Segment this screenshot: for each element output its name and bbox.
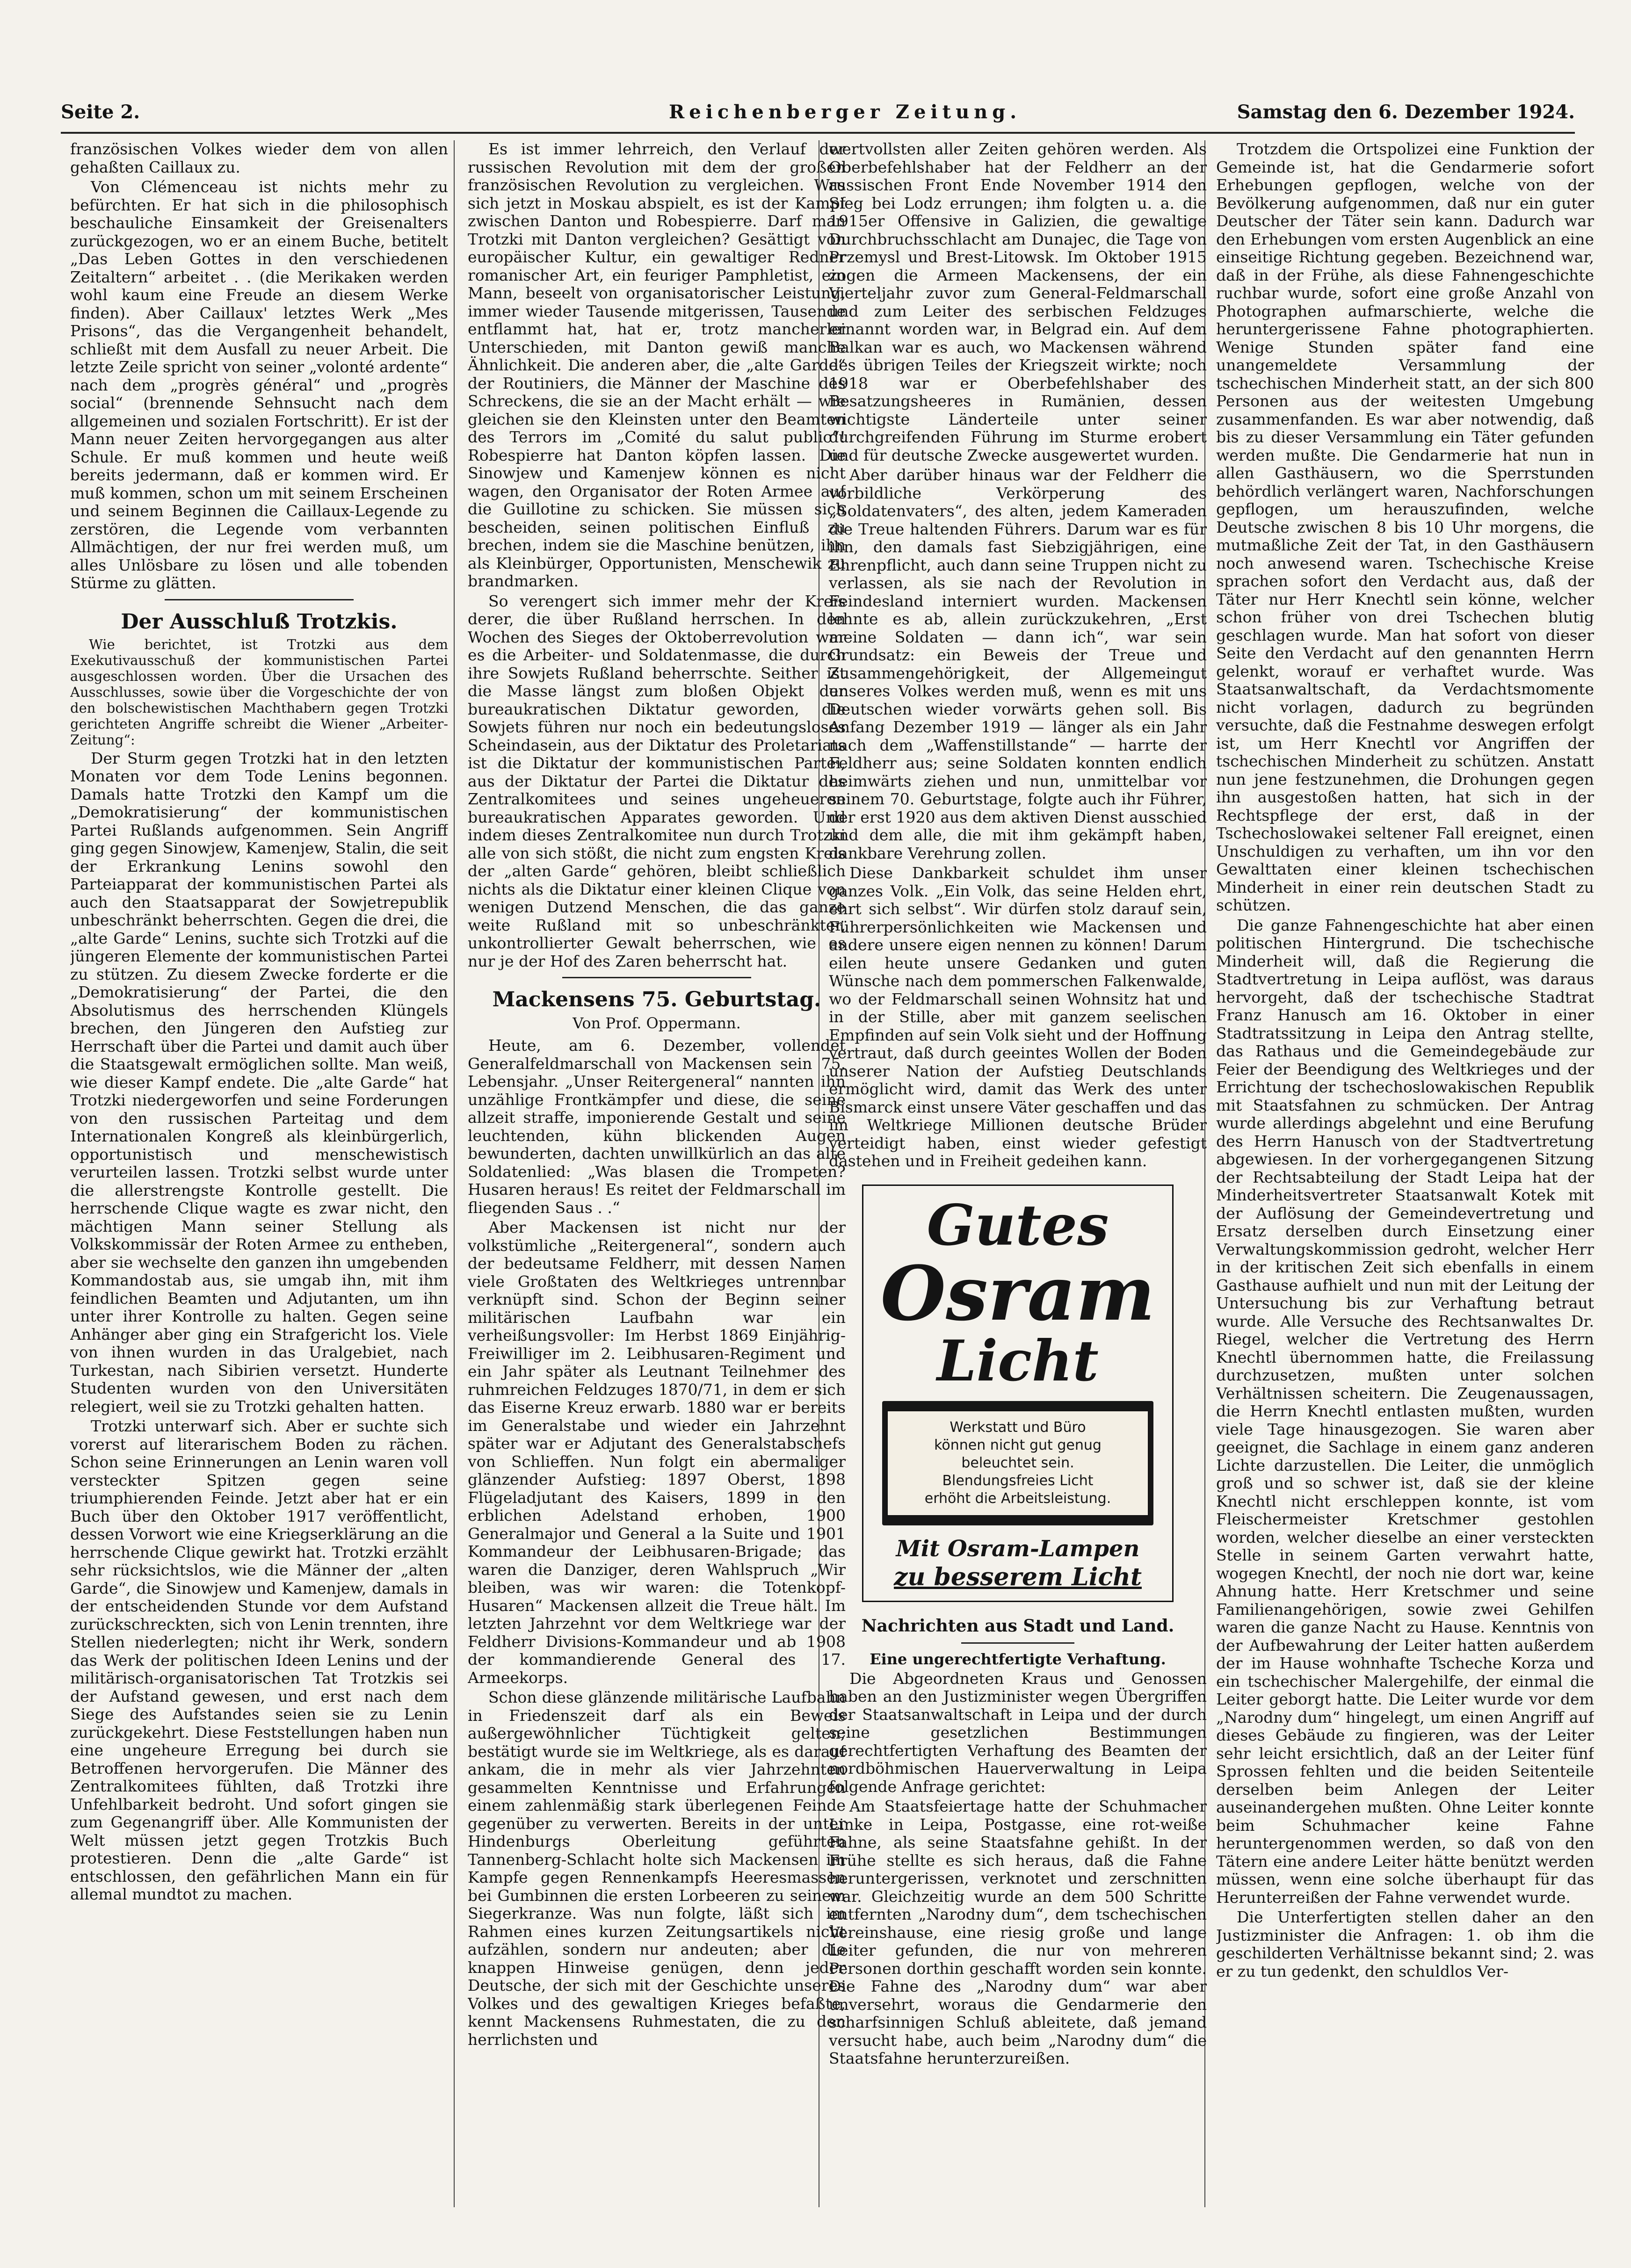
ad-text-line: beleuchtet sein. — [961, 1454, 1074, 1471]
header-divider — [61, 132, 1575, 134]
paragraph: Trotzki unterwarf sich. Aber er suchte sich vorerst auf literarischem Boden zu rächen. Schon seine Erinnerungen an Lenin waren voll versteckter Spitzen gegen seine triumphierenden Feinde. Jetzt aber hat er ein Buch über den Oktober 1917 veröffentlicht, dessen Vorwort wie eine Kriegserklärung an die herrschende Clique gewirkt hat. Trotzki erzählt sehr rücksichtslos, wie die Männer der „alten Garde“, die Sinowjew und Kamenjew, damals in der entscheidenden Stunde vor dem Aufstand zurückschreckten, sich von Lenin trennten, ihre Stellen niederlegten; nicht ihr Werk, sondern das Werk der politischen Ideen Lenins und der militärisch-organisatorischen Tat Trotzkis sei der Aufstand gewesen, und erst nach dem Siege des Aufstandes seien sie zu Lenin zurückgekehrt. Diese Feststellungen haben nun eine ungeheure Erregung bei durch sie Betroffenen hervorgerufen. Die Männer des Zentralkomitees fühlten, daß Trotzki ihre Unfehlbarkeit bedroht. Und sofort gingen sie zum Gegenangriff über. Alle Kommunisten der Welt müssen jetzt gegen Trotzkis Buch protestieren. Denn die „alte Garde“ ist entschlossen, den gefährlichen Mann ein für allemal mundtot zu machen. — [70, 1417, 448, 1903]
ad-text-line: Blendungsfreies Licht — [942, 1472, 1094, 1489]
column-1 — [70, 140, 448, 2207]
ad-text-line: können nicht gut genug — [934, 1437, 1102, 1453]
paragraph: So verengert sich immer mehr der Kreis derer, die über Rußland herrschen. In den Wochen des Sieges der Oktoberrevolution war es die Arbeiter- und Soldatenmasse, die durch ihre Sowjets Rußland beherrschte. Seither ist die Masse längst zum bloßen Objekt der bureaukratischen Diktatur geworden, die Sowjets führen nur noch ein bedeutungsloses Scheindasein, aus der Diktatur des Proletariats ist die Diktatur der kommunistischen Partei, aus der Diktatur der Partei die Diktatur des Zentralkomitees und seines ungeheueren bureaukratischen Apparates geworden. Und indem dieses Zentralkomitee nun durch Trotzki alle von sich stößt, die nicht zum engsten Kreis der „alten Garde“ gehören, bleibt schließlich nichts als die Diktatur einer kleinen Clique von wenigen Dutzend Menschen, die das ganze weite Rußland mit so unbeschränkter, unkontrollierter Gewalt beherrschen, wie es nur je der Hof des Zaren beherrscht hat. — [468, 592, 846, 970]
section-heading-local-news: Nachrichten aus Stadt und Land. — [861, 1616, 1174, 1636]
paragraph: Aber darüber hinaus war der Feldherr die vorbildliche Verkörperung des „Soldatenvaters“, des alten, jedem Kameraden die Treue haltenden Führers. Darum war es für ihn, den damals fast Siebzigjährigen, eine Ehrenpflicht, auch dann seine Truppen nicht zu verlassen, als sie nach der Revolution in Feindesland interniert wurden. Mackensen lehnte es ab, allein zurückzukehren, „Erst meine Soldaten — dann ich“, war sein Grundsatz: ein Beweis der Treue und Zusammengehörigkeit, der Allgemeingut unseres Volkes werden muß, wenn es mit uns Deutschen wieder vorwärts gehen soll. Bis Anfang Dezember 1919 — länger als ein Jahr nach dem „Waffenstillstande“ — harrte der Feldherr aus; seine Soldaten konnten endlich heimwärts ziehen und nun, unmittelbar vor seinem 70. Geburtstage, folgte auch ihr Führer, der erst 1920 aus dem aktiven Dienst ausschied und dem alle, die mit ihm gekämpft haben, dankbare Verehrung zollen. — [829, 466, 1207, 862]
paragraph: Die ganze Fahnengeschichte hat aber einen politischen Hintergrund. Die tschechische Minderheit will, daß die Regierung die Stadtvertretung in Leipa auflöst, was daraus hervorgeht, daß der tschechische Stadtrat Franz Hanusch am 16. Oktober in einer Stadtratssitzung in Leipa den Antrag stellte, das Rathaus und die Gemeindegebäude zur Feier der Beendigung des Weltkrieges und der Errichtung der tschechoslowakischen Republik mit Staatsfahnen zu schmücken. Der Antrag wurde allerdings abgelehnt und eine Berufung des Herrn Hanusch von der Stadtvertretung abgewiesen. In der vorhergegangenen Sitzung der Rechtsabteilung der Stadt Leipa hat der Minderheitsvertreter Staatsanwalt Kotek mit der Auflösung der Gemeindevertretung und Ersatz derselben durch Einsetzung einer Verwaltungskommission gedroht, welcher Herr in der kritischen Zeit sich ebenfalls in einem Gasthause aufhielt und nun mit der Leitung der Untersuchung bis zur Verhaftung betraut wurde. Alle Versuche des Rechtsanwaltes Dr. Riegel, welcher die Vertretung des Herrn Knechtl übernommen hatte, die Freilassung durchzusetzen, mußten unter solchen Verhältnissen scheitern. Die Zeugenaussagen, die Herrn Knechtl entlasten mußten, wurden viele Tage hinausgezogen. Sie waren aber geeignet, die Sachlage in einem ganz anderen Lichte darzustellen. Die Leiter, die unmöglich groß und so schwer ist, daß sie der kleine Knechtl nicht erschleppen konnte, ist vom Fleischermeister Kretschmer gestohlen worden, welcher dieselbe an einer versteckten Stelle in seinem Garten verwahrt hatte, wogegen Knechtl, der noch nie dort war, keine Ahnung hatte. Herr Kretschmer und seine Familienangehörigen, sowie zwei Gehilfen waren die ganze Nacht zu Hause. Kenntnis von der Aufbewahrung der Leiter hatten außerdem der im Hause wohnhafte Tscheche Korza und ein tschechischer Malergehilfe, der einmal die Leiter geborgt hatte. Die Leiter wurde vor dem „Narodny dum“ hingelegt, um einen Angriff auf dieses Gebäude zu fingieren, was der Leiter sehr leicht ersichtlich, daß an der Leiter fünf Sprossen fehlten und die beiden Seitenteile derselben beim Anlegen der Leiter auseinandergehen mußten. Ohne Leiter konnte beim Schuhmacher keine Fahne heruntergenommen werden, so daß von den Tätern eine andere Leiter hätte benützt werden müssen, wenn eine solche überhaupt für das Herunterreißen der Fahne verwendet wurde. — [1216, 916, 1594, 1907]
ad-text-line: Werkstatt und Büro — [950, 1419, 1086, 1436]
column-4 — [1216, 140, 1594, 2207]
ad-headline-gutes: Gutes — [927, 1192, 1109, 1258]
paragraph: Der Sturm gegen Trotzki hat in den letzten Monaten vor dem Tode Lenins begonnen. Damals hatte Trotzki den Kampf um die „Demokratisierung“ der kommunistischen Partei Rußlands aufgenommen. Sein Angriff ging gegen Sinowjew, Kamenjew, Stalin, die seit der Erkrankung Lenins sowohl den Parteiapparat der kommunistischen Partei als auch den Staatsapparat der Sowjetrepublik unbeschränkt beherrschten. Gegen die drei, die „alte Garde“ Lenins, suchte sich Trotzki auf die jüngeren Elemente der kommunistischen Partei zu stützen. Zu diesem Zwecke forderte er die „Demokratisierung“ der Partei, die den Absolutismus des herrschenden Klüngels brechen, den Jüngeren den Aufstieg zur Herrschaft über die Partei und damit auch über die Staatsgewalt ermöglichen sollte. Man weiß, wie dieser Kampf endete. Die „alte Garde“ hat Trotzki niedergeworfen und seine Forderungen von den russischen Parteitag und dem Internationalen Kongreß als kleinbürgerlich, opportunistisch und menschewistisch verurteilen lassen. Trotzki selbst wurde unter die allerstrengste Kontrolle gestellt. Die herrschende Clique wagte es zwar nicht, den mächtigen Mann seiner Stellung als Volkskommissär der Roten Armee zu entheben, aber sie wechselte den ganzen ihn umgebenden Kommandostab aus, sie umgab ihn, mit ihm feindlichen Beamten und Adjutanten, um ihn unter ihrer Kontrolle zu halten. Gegen seine Anhänger aber ging ein Strafgericht los. Viele von ihnen wurden in das Uralgebiet, nach Turkestan, nach Sibirien versetzt. Hunderte Studenten wurden von den Universitäten relegiert, weil sie zu Trotzki gehalten hatten. — [70, 749, 448, 1416]
paragraph: Diese Dankbarkeit schuldet ihm unser ganzes Volk. „Ein Volk, das seine Helden ehrt, ehrt sich selbst“. Wir dürfen stolz darauf sein, Führerpersönlichkeiten wie Mackensen und andere unsere eigen nennen zu können! Darum eilen heute unsere Gedanken und guten Wünsche nach dem pommerschen Falkenwalde, wo der Feldmarschall seinen Wohnsitz hat und in der Stille, aber mit ganzem seelischen Empfinden auf sein Volk sieht und der Hoffnung vertraut, daß durch geeintes Wollen der Boden unserer Nation der Aufstieg Deutschlands ermöglicht wird, damit das Werk des unter Bismarck einst unsere Väter geschaffen und das im Weltkriege Millionen deutsche Brüder verteidigt haben, einst wieder gefestigt dastehen und in Freiheit gedeihen kann. — [829, 864, 1207, 1170]
ad-text-box — [887, 1410, 1149, 1516]
newspaper-name: Reichenberger Zeitung. — [669, 101, 1022, 123]
ad-text-line: erhöht die Arbeitsleistung. — [924, 1490, 1111, 1507]
article-heading-mackensen: Mackensens 75. Geburtstag. — [492, 988, 821, 1011]
paragraph: französischen Volkes wieder dem von allen gehaßten Caillaux zu. — [70, 140, 448, 176]
osram-advertisement — [862, 1185, 1174, 1602]
column-2 — [468, 140, 846, 2207]
ad-tagline: Mit Osram-Lampen — [896, 1535, 1140, 1562]
section-divider — [165, 599, 354, 600]
paragraph: Aber Mackensen ist nicht nur der volkstümliche „Reitergeneral“, sondern auch der bedeutsame Feldherr, mit dessen Namen viele Großtaten des Weltkrieges untrennbar verknüpft sind. Schon der Beginn seiner militärischen Laufbahn war ein verheißungsvoller: Im Herbst 1869 Einjährig-Freiwilliger im 2. Leibhusaren-Regiment und ein Jahr später als Leutnant Teilnehmer des ruhmreichen Feldzuges 1870/71, in dem er sich das Eiserne Kreuz erwarb. 1880 war er bereits im Generalstabe und wieder ein Jahrzehnt später war er Adjutant des Generalstabschefs von Schlieffen. Nun folgt ein abermaliger glänzender Aufstieg: 1897 Oberst, 1898 Flügeladjutant des Kaisers, 1899 in den erblichen Adelstand erhoben, 1900 Generalmajor und General a la Suite und 1901 Kommandeur der Leibhusaren-Brigade; das waren die Danziger, deren Wahlspruch „Wir bleiben, was wir waren: die Totenkopf-Husaren“ Mackensen allzeit die Treue hält. Im letzten Jahrzehnt vor dem Weltkriege war der Feldherr Divisions-Kommandeur und ab 1908 der kommandierende General des 17. Armeekorps. — [468, 1218, 846, 1687]
paragraph: Schon diese glänzende militärische Laufbahn in Friedenszeit darf als ein Beweis außergewöhnlicher Tüchtigkeit gelten; bestätigt wurde sie im Weltkriege, als es darauf ankam, die in mehr als vier Jahrzehnten gesammelten Kenntnisse und Erfahrungen einem zahlenmäßig stark überlegenen Feinde gegenüber zu verwerten. Bereits in der unter Hindenburgs Oberleitung geführten Tannenberg-Schlacht holte sich Mackensen im Kampfe gegen Rennenkampfs Heeresmassen bei Gumbinnen die ersten Lorbeeren zu seinem Siegerkranze. Was nun folgte, läßt sich im Rahmen eines kurzen Zeitungsartikels nicht aufzählen, sondern nur andeuten; aber die knappen Hinweise genügen, denn jeder Deutsche, der sich mit der Geschichte unseres Volkes und des gewaltigen Krieges befaßte, kennt Mackensens Ruhmestaten, die zu den herrlichsten und — [468, 1688, 846, 2049]
paragraph: Am Staatsfeiertage hatte der Schuhmacher Linke in Leipa, Postgasse, eine rot-weiße Fahne, als seine Staatsfahne gehißt. In der Frühe stellte es sich heraus, daß die Fahne heruntergerissen, verknotet und zerschnitten war. Gleichzeitig wurde an dem 500 Schritte entfernten „Narodny dum“, dem tschechischen Vereinshause, eine riesig große und lange Leiter gefunden, die nur von mehreren Personen dorthin geschafft worden sein konnte. Die Fahne des „Narodny dum“ war aber unversehrt, woraus die Gendarmerie den scharfsinnigen Schluß ableitete, daß jemand versucht habe, auch beim „Narodny dum“ die Staatsfahne herunterzureißen. — [829, 1797, 1207, 2067]
article-byline: Von Prof. Oppermann. — [573, 1014, 741, 1032]
page-number: Seite 2. — [61, 101, 140, 123]
paragraph: Die Abgeordneten Kraus und Genossen haben an den Justizminister wegen Übergriffen der Staatsanwaltschaft in Leipa und der durch seine gesetzlichen Bestimmungen gerechtfertigten Verhaftung des Beamten der nordböhmischen Hauerverwaltung in Leipa folgende Anfrage gerichtet: — [829, 1669, 1207, 1796]
ad-tagline-underlined: zu besserem Licht — [894, 1562, 1142, 1591]
column-divider — [454, 140, 455, 2207]
article-heading-arrest: Eine ungerechtfertigte Verhaftung. — [870, 1650, 1166, 1668]
ad-headline-licht: Licht — [937, 1328, 1099, 1394]
ad-text-frame — [882, 1401, 1153, 1525]
page-header — [61, 98, 1575, 126]
column-3 — [829, 140, 1207, 2207]
paragraph: Die Unterfertigten stellen daher an den Justizminister die Anfragen: 1. ob ihm die geschilderten Verhältnisse bekannt sind; 2. was er zu tun gedenkt, den schuldlos Ver- — [1216, 1908, 1594, 1980]
paragraph: Heute, am 6. Dezember, vollendet Generalfeldmarschall von Mackensen sein 75. Lebensjahr. „Unser Reitergeneral“ nannten ihn unzählige Frontkämpfer und diese, die seine allzeit straffe, imponierende Gestalt und seine leuchtenden, kühn blickenden Augen bewunderten, dachten unwillkürlich an das alte Soldatenlied: „Was blasen die Trompeten? Husaren heraus! Es reitet der Feldmarschall im fliegenden Saus . .“ — [468, 1036, 846, 1217]
section-divider — [961, 1642, 1074, 1644]
issue-date: Samstag den 6. Dezember 1924. — [1237, 101, 1575, 123]
paragraph: Von Clémenceau ist nichts mehr zu befürchten. Er hat sich in die philosophisch beschauliche Einsamkeit der Greisenalters zurückgezogen, wo er an einem Buche, betitelt „Das Leben Gottes in den verschiedenen Zeitaltern“ arbeitet . . (die Merikaken werden wohl kaum eine Freude an diesem Werke finden). Aber Caillaux' letztes Werk „Mes Prisons“, das die Vergangenheit behandelt, schließt mit dem Ausfall zu neuer Arbeit. Die letzte Zeile spricht von seiner „volonté ardente“ nach dem „progrès général“ und „progrès social“ (brennende Sehnsucht nach dem allgemeinen und sozialen Fortschritt). Er ist der Mann neuer Zeiten hervorgegangen aus alter Schule. Er muß kommen und heute weiß bereits jedermann, daß er kommen wird. Er muß kommen, schon um mit seinem Erscheinen und seinem Beginnen die Caillaux-Legende zu zerstören, die Legende vom verbannten Allmächtigen, der nur frei werden muß, um alles Unlösbare zu lösen und alle tobenden Stürme zu glätten. — [70, 178, 448, 592]
paragraph: Trotzdem die Ortspolizei eine Funktion der Gemeinde ist, hat die Gendarmerie sofort Erhebungen gepflogen, welche von der Bevölkerung aufgenommen, daß nur ein guter Deutscher der Täter sein kann. Dadurch war den Erhebungen vom ersten Augenblick an eine einseitige Richtung gegeben. Bezeichnend war, daß in der Frühe, als diese Fahnengeschichte ruchbar wurde, sofort eine große Anzahl von Photographen aufmarschierte, welche die heruntergerissene Fahne photographierten. Wenige Stunden später fand eine unangemeldete Versammlung der tschechischen Minderheit statt, an der sich 800 Personen aus der weitesten Umgebung zusammenfanden. Es war aber notwendig, daß bis zu dieser Versammlung ein Täter gefunden werden mußte. Die Gendarmerie hat nun in allen Gasthäusern, wo die Sperrstunden behördlich verlängert waren, Nachforschungen gepflogen, um herauszufinden, welche Deutsche zwischen 8 bis 10 Uhr morgens, die mutmaßliche Zeit der Tat, in den Gasthäusern noch anwesend waren. Tschechische Kreise sprachen sofort den Verdacht aus, daß der Täter nur Herr Knechtl sein könne, welcher schon früher von drei Tschechen blutig geschlagen wurde. Man hat sofort von dieser Seite den Verdacht auf den genannten Herrn gelenkt, worauf er verhaftet wurde. Was Staatsanwaltschaft, da Verdachtsmomente nicht vorlagen, dadurch zu begründen versuchte, daß die Festnahme deswegen erfolgt ist, um Herr Knechtl vor Angriffen der tschechischen Minderheit zu schützen. Anstatt nun jene festzunehmen, die Drohungen gegen ihn ausgestoßen hatten, hat sich in der Rechtspflege der erst, daß in der Tschechoslowakei seltener Fall ereignet, einen Unschuldigen zu verhaften, um ihn vor den Gewalttaten einer kleinen tschechischen Minderheit in einer rein deutschen Stadt zu schützen. — [1216, 140, 1594, 914]
ad-headline-osram: Osram — [880, 1249, 1155, 1337]
article-heading-trotzki: Der Ausschluß Trotzkis. — [121, 609, 398, 634]
section-divider — [562, 977, 751, 978]
article-intro: Wie berichtet, ist Trotzki aus dem Exekutivausschuß der kommunistischen Partei ausgeschlossen worden. Über die Ursachen des Ausschlusses, sowie über die Vorgeschichte der von den bolschewistischen Machthabern gegen Trotzki gerichteten Angriffe schreibt die Wiener „Arbeiter-Zeitung“: — [70, 636, 448, 748]
paragraph: wertvollsten aller Zeiten gehören werden. Als Oberbefehlshaber hat der Feldherr an der russischen Front Ende November 1914 den Sieg bei Lodz errungen; ihm folgten u. a. die 1915er Offensive in Galizien, die gewaltige Durchbruchsschlacht am Dunajec, die Tage von Przemysl und Brest-Litowsk. Im Oktober 1915 zogen die Armeen Mackensens, der ein Vierteljahr zuvor zum General-Feldmarschall und zum Leiter des serbischen Feldzuges ernannt worden war, in Belgrad ein. Auf dem Balkan war es auch, wo Mackensen während des übrigen Teiles der Kriegszeit wirkte; noch 1918 war er Oberbefehlshaber des Besatzungsheeres in Rumänien, dessen wichtigste Länderteile unter seiner durchgreifenden Führung im Sturme erobert und für deutsche Zwecke ausgewertet wurden. — [829, 140, 1207, 464]
paragraph: Es ist immer lehrreich, den Verlauf der russischen Revolution mit dem der großen französischen Revolution zu vergleichen. Was sich jetzt in Moskau abspielt, es ist der Kampf zwischen Danton und Robespierre. Darf man Trotzki mit Danton vergleichen? Gesättigt von europäischer Kultur, ein gewaltiger Redner romanischer Art, ein feuriger Pamphletist, ein Mann, beseelt von organisatorischer Leistung, immer wieder Tausende mitgerissen, Tausende entflammt hat, hat er, trotz mancherlei Unterschieden, mit Danton gewiß manche Ähnlichkeit. Die anderen aber, die „alte Garde“ der Routiniers, die Männer der Maschine des Schreckens, die sie an der Macht erhält — wie gleichen sie den Kleinsten unter den Beamten des Terrors im „Comité du salut public“! Robespierre hat Danton köpfen lassen. Die Sinowjew und Kamenjew können es nicht wagen, den Organisator der Roten Armee auf die Guillotine zu schicken. Sie müssen sich bescheiden, seinen politischen Einfluß zu brechen, indem sie die Maschine benützen, ihn als Kleinbürger, Opportunisten, Menschewik zu brandmarken. — [468, 140, 846, 590]
